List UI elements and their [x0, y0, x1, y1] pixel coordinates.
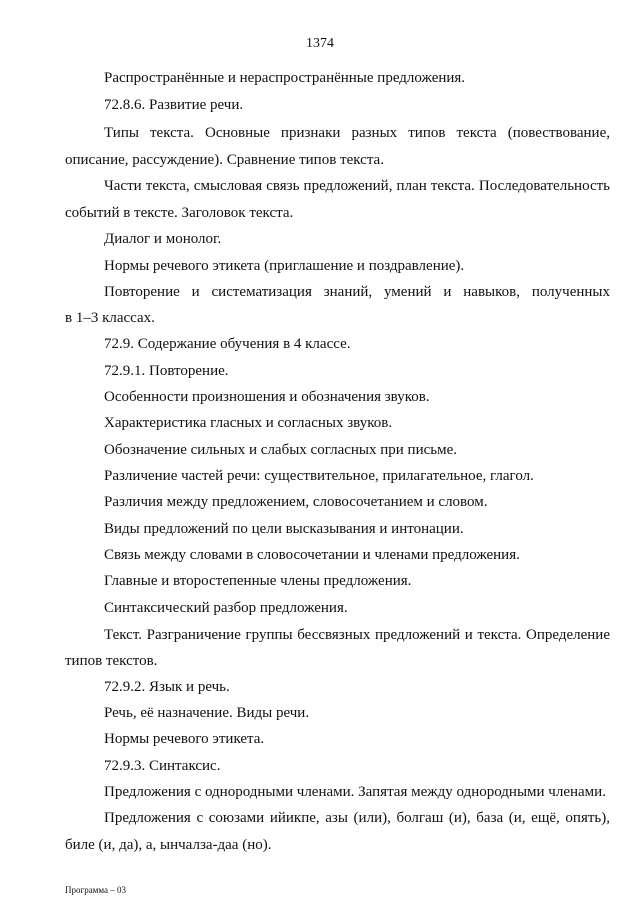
text-line: Различение частей речи: существительное, прилагательное, глагол.	[104, 468, 534, 484]
text-line: Главные и второстепенные члены предложения.	[104, 573, 412, 589]
text-line: Различия между предложением, словосочетанием и словом.	[104, 494, 488, 510]
text-line: Речь, её назначение. Виды речи.	[104, 705, 310, 721]
text-line: Виды предложений по цели высказывания и интонации.	[104, 521, 464, 537]
text-line: Части текста, смысловая связь предложений, план текста. Последовательность	[104, 178, 610, 194]
text-line: Связь между словами в словосочетании и членами предложения.	[104, 547, 520, 563]
text-line: Типы текста. Основные признаки разных типов текста (повествование,	[104, 125, 610, 141]
text-line: Текст. Разграничение группы бессвязных предложений и текста. Определение	[104, 627, 610, 643]
text-line: Синтаксический разбор предложения.	[104, 600, 348, 616]
text-line: Повторение и систематизация знаний, умений и навыков, полученных	[104, 284, 610, 300]
section-heading: 72.9.1. Повторение.	[104, 363, 229, 379]
text-line: Обозначение сильных и слабых согласных при письме.	[104, 442, 458, 458]
text-line: Особенности произношения и обозначения звуков.	[104, 389, 430, 405]
section-heading: 72.9.2. Язык и речь.	[104, 679, 230, 695]
text-line: Диалог и монолог.	[104, 231, 222, 247]
text-line: Предложения с союзами ийикпе, азы (или), болгаш (и), база (и, ещё, опять),	[104, 810, 610, 826]
section-heading: 72.9. Содержание обучения в 4 классе.	[104, 336, 351, 352]
text-line: биле (и, да), а, ынчалза-даа (но).	[65, 837, 272, 853]
section-heading: 72.8.6. Развитие речи.	[104, 97, 244, 113]
text-line: Распространённые и нераспространённые предложения.	[104, 70, 466, 86]
text-line: Характеристика гласных и согласных звуков.	[104, 415, 393, 431]
text-line: Нормы речевого этикета.	[104, 731, 265, 747]
text-line: событий в тексте. Заголовок текста.	[65, 205, 294, 221]
section-heading: 72.9.3. Синтаксис.	[104, 758, 221, 774]
text-line: в 1–3 классах.	[65, 310, 155, 326]
text-line: типов текстов.	[65, 653, 158, 669]
footer-label: Программа – 03	[65, 885, 127, 895]
text-line: Предложения с однородными членами. Запятая между однородными членами.	[104, 784, 606, 800]
text-line: Нормы речевого этикета (приглашение и поздравление).	[104, 258, 465, 274]
text-line: описание, рассуждение). Сравнение типов текста.	[65, 152, 384, 168]
page-number: 1374	[306, 36, 334, 51]
